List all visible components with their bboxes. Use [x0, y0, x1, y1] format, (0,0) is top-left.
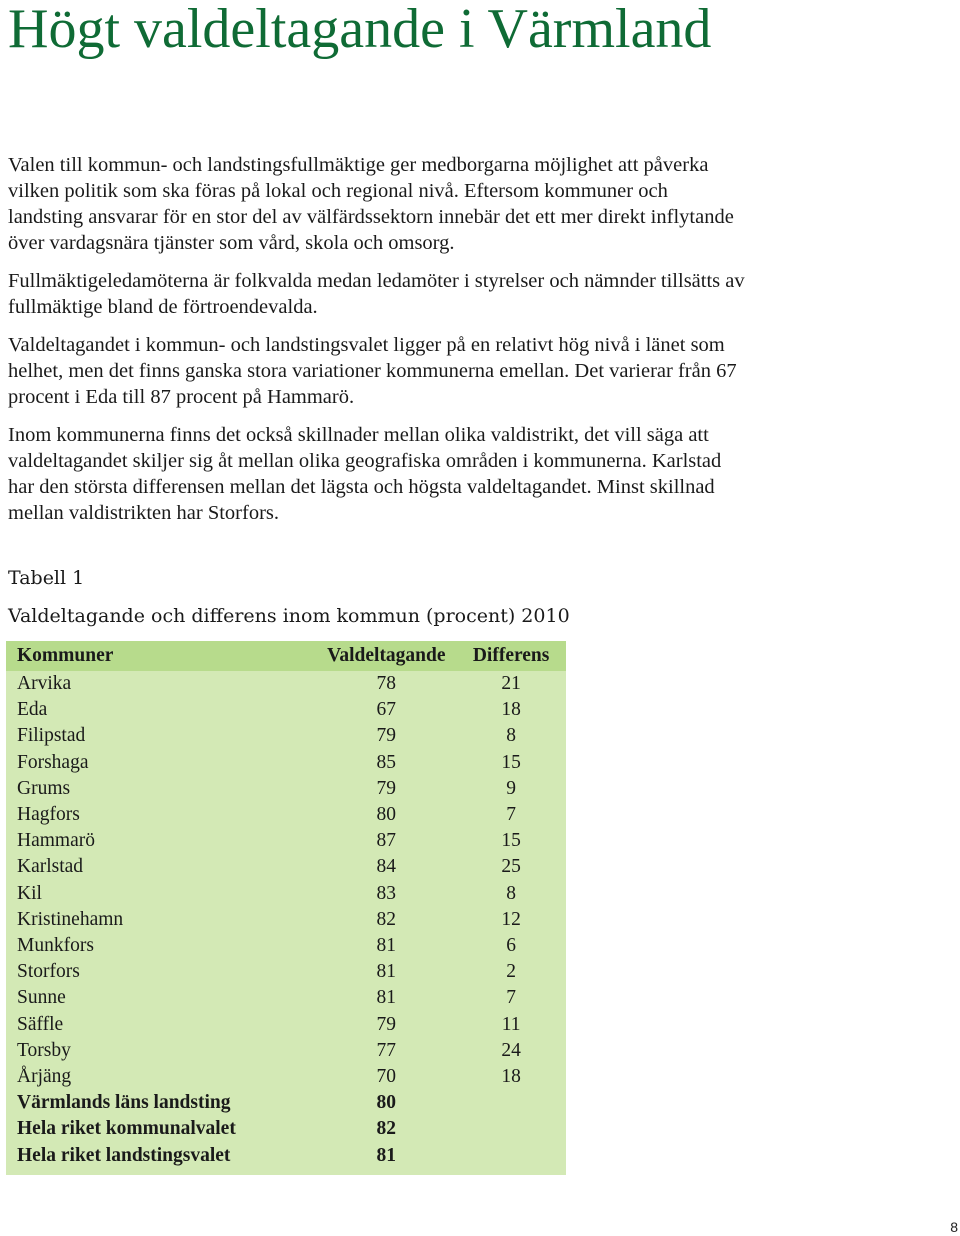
cell-turnout: 80: [316, 802, 456, 828]
cell-diff: 2: [456, 959, 566, 985]
table-row: [6, 1064, 566, 1090]
turnout-table: [6, 641, 566, 1175]
table-row: [6, 828, 566, 854]
cell-name: Munkfors: [6, 933, 316, 959]
total-row: [6, 1143, 566, 1175]
cell-turnout: 79: [316, 723, 456, 749]
header-differens: Differens: [456, 641, 566, 671]
cell-name: Eda: [6, 697, 316, 723]
cell-turnout: 79: [316, 1012, 456, 1038]
cell-name: Storfors: [6, 959, 316, 985]
cell-diff: 15: [456, 750, 566, 776]
cell-turnout: 83: [316, 881, 456, 907]
cell-turnout: 81: [316, 933, 456, 959]
cell-turnout: 77: [316, 1038, 456, 1064]
cell-turnout: 81: [316, 1143, 456, 1175]
cell-turnout: 85: [316, 750, 456, 776]
cell-turnout: 78: [316, 671, 456, 697]
cell-turnout: 79: [316, 776, 456, 802]
table-row: [6, 985, 566, 1011]
table-row: [6, 881, 566, 907]
cell-turnout: 82: [316, 907, 456, 933]
page-number: 8: [950, 1219, 958, 1235]
cell-turnout: 82: [316, 1116, 456, 1142]
cell-turnout: 87: [316, 828, 456, 854]
cell-diff: 18: [456, 1064, 566, 1090]
cell-name: Arvika: [6, 671, 316, 697]
cell-name: Filipstad: [6, 723, 316, 749]
total-row: [6, 1116, 566, 1142]
header-valdeltagande: Valdeltagande: [316, 641, 456, 671]
table-row: [6, 776, 566, 802]
cell-name: Grums: [6, 776, 316, 802]
cell-name: Hagfors: [6, 802, 316, 828]
cell-name: Säffle: [6, 1012, 316, 1038]
table-body: [6, 671, 566, 1175]
cell-diff: 12: [456, 907, 566, 933]
cell-name: Hela riket kommunalvalet: [6, 1116, 316, 1142]
table-header: [6, 641, 566, 671]
cell-turnout: 81: [316, 959, 456, 985]
cell-turnout: 67: [316, 697, 456, 723]
table-row: [6, 671, 566, 697]
cell-name: Hela riket landstingsvalet: [6, 1143, 316, 1175]
cell-diff: 25: [456, 854, 566, 880]
table-row: [6, 854, 566, 880]
cell-name: Sunne: [6, 985, 316, 1011]
paragraph-members: Fullmäktigeledamöterna är folkvalda medan ledamöter i styrelser och nämnder tillsätts av fullmäktige bland de förtroendevalda.: [8, 270, 745, 318]
cell-name: Hammarö: [6, 828, 316, 854]
cell-diff: [456, 1090, 566, 1116]
cell-diff: 15: [456, 828, 566, 854]
cell-diff: 6: [456, 933, 566, 959]
cell-name: Forshaga: [6, 750, 316, 776]
paragraph-intro: Valen till kommun- och landstingsfullmäktige ger medborgarna möjlighet att påverka vilken politik som ska föras på lokal och regional nivå. Eftersom kommuner och landsting ansvarar för en stor del av välfärdssektorn innebär det ett mer direkt inflytande över vardagsnära tjänster som vård, skola och omsorg.: [8, 154, 734, 254]
table-row: [6, 1038, 566, 1064]
table-row: [6, 750, 566, 776]
cell-turnout: 70: [316, 1064, 456, 1090]
table-header-row: [6, 641, 566, 671]
cell-diff: 18: [456, 697, 566, 723]
table-row: [6, 697, 566, 723]
cell-turnout: 80: [316, 1090, 456, 1116]
paragraph-districts: Inom kommunerna finns det också skillnader mellan olika valdistrikt, det vill säga att valdeltagandet skiljer sig åt mellan olika geografiska områden i kommunerna. Karlstad har den största differensen mellan det lägsta och högsta valdeltagandet. Minst skillnad mellan valdistrikten har Storfors.: [8, 424, 722, 524]
table-row: [6, 907, 566, 933]
cell-name: Värmlands läns landsting: [6, 1090, 316, 1116]
cell-diff: 24: [456, 1038, 566, 1064]
table-row: [6, 802, 566, 828]
cell-diff: 8: [456, 881, 566, 907]
table-row: [6, 959, 566, 985]
cell-name: Årjäng: [6, 1064, 316, 1090]
cell-diff: 7: [456, 802, 566, 828]
cell-name: Torsby: [6, 1038, 316, 1064]
cell-name: Kil: [6, 881, 316, 907]
table-number: Tabell 1: [8, 567, 85, 589]
cell-turnout: 81: [316, 985, 456, 1011]
cell-diff: 9: [456, 776, 566, 802]
cell-name: Karlstad: [6, 854, 316, 880]
table-row: [6, 723, 566, 749]
page-title: Högt valdeltagande i Värmland: [8, 0, 712, 60]
cell-diff: 21: [456, 671, 566, 697]
cell-diff: 7: [456, 985, 566, 1011]
table-row: [6, 933, 566, 959]
cell-turnout: 84: [316, 854, 456, 880]
cell-name: Kristinehamn: [6, 907, 316, 933]
table-row: [6, 1012, 566, 1038]
paragraph-turnout: Valdeltagandet i kommun- och landstingsvalet ligger på en relativt hög nivå i länet som helhet, men det finns ganska stora variationer kommunerna emellan. Det varierar från 67 procent i Eda till 87 procent på Hammarö.: [8, 334, 737, 408]
cell-diff: [456, 1143, 566, 1175]
header-kommuner: Kommuner: [6, 641, 316, 671]
cell-diff: [456, 1116, 566, 1142]
total-row: [6, 1090, 566, 1116]
cell-diff: 8: [456, 723, 566, 749]
cell-diff: 11: [456, 1012, 566, 1038]
table-caption: Valdeltagande och differens inom kommun (procent) 2010: [8, 605, 570, 627]
body-text: [8, 152, 748, 538]
